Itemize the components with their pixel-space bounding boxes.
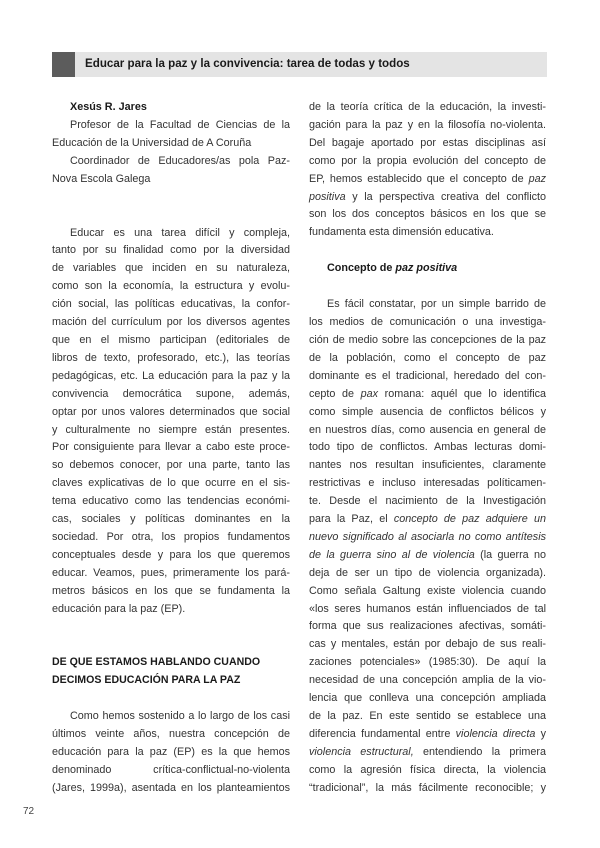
text-line bbox=[309, 189, 546, 207]
text-line: optar por unos valores determinados que social bbox=[52, 405, 290, 418]
text-line: como simple ausencia de conflictos bélicos y bbox=[309, 405, 546, 418]
emphasis: paz bbox=[528, 172, 546, 185]
text-line: en nuestros días, como ausencia en general de bbox=[309, 423, 546, 436]
text-line: todo tipo de conflictos. Ambas lecturas domi- bbox=[309, 441, 546, 454]
text-line: “tradicional”, la más fácilmente reconocible; y bbox=[309, 781, 546, 794]
text-line: fundamenta esta dimensión educativa. bbox=[309, 226, 494, 239]
page-number: 72 bbox=[23, 806, 35, 817]
emphasis: positiva bbox=[309, 190, 346, 203]
emphasis: de la guerra sino al de violencia bbox=[309, 548, 475, 561]
text-line: ción social, las políticas educativas, la confor- bbox=[52, 298, 290, 311]
text-line: te. Desde el nacimiento de la Investigación bbox=[309, 495, 546, 508]
text-line: dominante es el tradicional, heredado del con- bbox=[309, 369, 546, 382]
text-line: zaciones potenciales» (1985:30). De aquí la bbox=[309, 656, 546, 669]
heading-emphasis: paz positiva bbox=[395, 262, 458, 275]
emphasis: violencia directa bbox=[455, 727, 536, 740]
text-run: entendiendo la primera bbox=[422, 745, 546, 758]
emphasis: nuevo significado al asociarla no como antítesis bbox=[309, 530, 546, 543]
text-line: claves explicativas de lo que ocurre en el sis- bbox=[52, 477, 290, 490]
text-line: de la población, como el concepto de paz bbox=[309, 351, 546, 364]
text-line: tema educativo como las tendencias económi- bbox=[52, 495, 290, 508]
text-line: como son la economía, la estructura y evolu- bbox=[52, 280, 290, 293]
text-line bbox=[309, 386, 546, 404]
text-run: (la guerra no bbox=[480, 548, 547, 561]
text-line: ción de medio sobre las concepciones de la paz bbox=[309, 333, 546, 346]
text-line: que en el mismo participan (editoriales de bbox=[52, 333, 290, 346]
emphasis: violencia estructural, bbox=[309, 745, 414, 758]
left-column bbox=[52, 99, 290, 798]
author-affiliation: Profesor de la Facultad de Ciencias de la bbox=[70, 118, 290, 131]
text-line: Por consiguiente para llevar a cabo este proce- bbox=[52, 441, 290, 454]
author-affiliation: Educación de la Universidad de A Coruña bbox=[52, 136, 252, 149]
emphasis: pax bbox=[360, 387, 379, 400]
text-line: pedagógicas, etc. La educación para la paz y la bbox=[52, 369, 290, 382]
text-line bbox=[309, 511, 546, 529]
section-heading bbox=[309, 260, 546, 278]
text-line: los medios de comunicación o una investiga- bbox=[309, 316, 546, 329]
text-line bbox=[309, 171, 546, 189]
text-line: últimos veinte años, nuestra concepción de bbox=[52, 728, 290, 741]
text-line: denominado crítica-conflictual-no-violenta bbox=[52, 764, 290, 776]
text-line: necesidad de una concepción amplia de la vio- bbox=[309, 674, 546, 687]
heading-text: Concepto de bbox=[327, 262, 393, 275]
text-run: EP, hemos establecido que el concepto de bbox=[309, 172, 524, 185]
text-line: Como señala Galtung existe violencia cuando bbox=[309, 584, 546, 597]
text-line: educación para la paz (EP). bbox=[52, 602, 186, 615]
text-line: libros de texto, profesorado, etc.), las teorías bbox=[52, 351, 290, 364]
text-line: cas y mentales, están por debajo de sus reali- bbox=[309, 638, 546, 651]
emphasis: concepto de paz adquiere un bbox=[393, 513, 546, 526]
text-line: gación para la paz y en la filosofía no-violenta. bbox=[309, 118, 546, 131]
text-line: lencia que conlleva una concepción ampliada bbox=[309, 692, 546, 705]
text-line: (Jares, 1999a), asentada en los planteamientos bbox=[52, 781, 290, 794]
text-run: romana: aquél que lo identifica bbox=[384, 387, 547, 400]
text-line: de variables que inciden en su naturaleza, bbox=[52, 262, 290, 275]
text-line: educar. Veamos, pues, primeramente los pará- bbox=[52, 566, 290, 579]
text-line bbox=[309, 726, 546, 744]
text-line: como por la propia evolución del concepto de bbox=[309, 154, 546, 167]
text-line: de la teoría crítica de la educación, la investi- bbox=[309, 101, 546, 113]
right-column bbox=[309, 99, 546, 798]
text-line: Como hemos sostenido a lo largo de los casi bbox=[70, 710, 290, 723]
text-line: conceptuales desde y para los que queremos bbox=[52, 548, 290, 561]
text-line: so debemos conocer, por una parte, tanto las bbox=[52, 459, 290, 472]
text-line: convivencia democrática supone, además, bbox=[52, 387, 290, 400]
text-line: Educar es una tarea difícil y compleja, bbox=[70, 226, 290, 239]
text-run: y la perspectiva creativa del conflicto bbox=[352, 190, 546, 203]
text-line: restrictivas e incluso interesadas políticamen- bbox=[309, 477, 546, 490]
header-marker bbox=[52, 52, 75, 77]
author-affiliation: Nova Escola Galega bbox=[52, 172, 151, 185]
text-line: nantes nos resultan insuficientes, claramente bbox=[309, 459, 546, 472]
text-run: y bbox=[540, 727, 546, 740]
text-line: metros básicos en los que se fundamenta la bbox=[52, 584, 290, 597]
text-line: tanto por su finalidad como por la diversidad bbox=[52, 244, 290, 257]
text-line: son los dos conceptos básicos en los que se bbox=[309, 208, 546, 221]
text-line bbox=[309, 744, 546, 762]
section-heading: DE QUE ESTAMOS HABLANDO CUANDO bbox=[52, 656, 261, 669]
text-line: educación para la paz (EP) es la que hemos bbox=[52, 746, 290, 759]
text-line: deja de ser un tipo de violencia organizada). bbox=[309, 566, 546, 579]
author-affiliation: Coordinador de Educadores/as pola Paz- bbox=[70, 154, 290, 167]
text-run: cepto de bbox=[309, 387, 355, 400]
section-heading: DECIMOS EDUCACIÓN PARA LA PAZ bbox=[52, 674, 241, 687]
text-line: Del bagaje aportado por estas disciplinas así bbox=[309, 136, 546, 149]
text-run: para la Paz, el bbox=[309, 513, 388, 526]
text-line: como la agresión física directa, la violencia bbox=[309, 763, 546, 776]
text-line bbox=[309, 547, 546, 565]
running-header-title: Educar para la paz y la convivencia: tarea de todas y todos bbox=[85, 57, 410, 70]
text-line bbox=[309, 529, 546, 547]
text-line: Es fácil constatar, por un simple barrido de bbox=[327, 298, 546, 311]
text-line: forma que sus realizaciones afectivas, somáti- bbox=[309, 620, 546, 633]
text-line: de la paz. En este sentido se establece una bbox=[309, 710, 546, 722]
author-name: Xesús R. Jares bbox=[70, 101, 147, 113]
text-line: mación del currículum por los diversos agentes bbox=[52, 316, 290, 329]
text-line: sociedad. Por otra, los propios fundamentos bbox=[52, 530, 290, 543]
header-bar bbox=[52, 52, 547, 77]
text-line: y culturalmente no siempre están presentes. bbox=[52, 423, 290, 436]
text-line: cas, sociales y políticas dominantes en la bbox=[52, 513, 290, 526]
text-line: «los seres humanos están influenciados de tal bbox=[309, 602, 546, 615]
text-run: diferencia fundamental entre bbox=[309, 727, 451, 740]
